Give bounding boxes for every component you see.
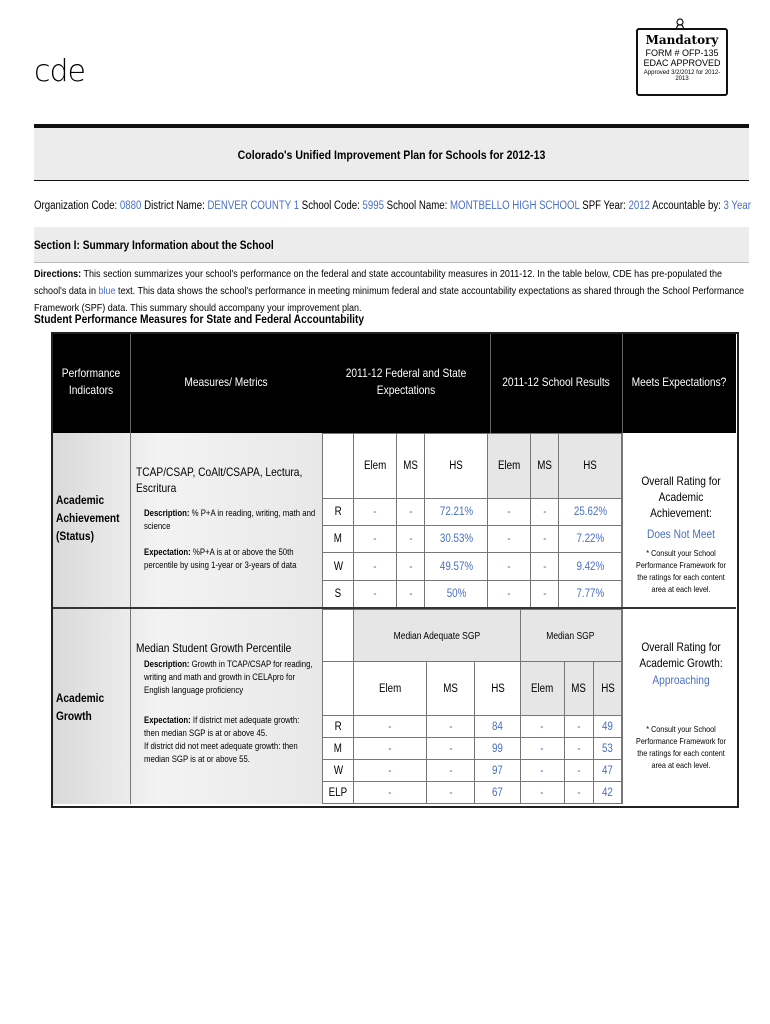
achievement-label: Academic Achievement (Status) (56, 493, 120, 543)
school-name-value: MONTBELLO HIGH SCHOOL (450, 200, 580, 212)
grid-cell: - (530, 553, 559, 580)
school-name-label: School Name: (386, 200, 448, 212)
header-expectations: 2011-12 Federal and State Expectations (345, 366, 467, 397)
grid-cell: - (520, 716, 564, 738)
grid-cell: - (354, 738, 427, 760)
achievement-desc-text: % P+A in reading, writing, math and science (144, 508, 316, 532)
grid-cell: W (323, 760, 354, 782)
growth-desc-text: Growth in TCAP/CSAP for reading, writing and math and growth in CELApro for English language proficiency (144, 659, 313, 696)
section-bar (34, 227, 749, 263)
achievement-rating: Does Not Meet (646, 527, 716, 541)
grid-cell: W (323, 553, 354, 580)
organization-info (34, 200, 751, 212)
level-header: HS (594, 662, 622, 716)
grid-cell: 49.57% (425, 553, 488, 580)
grid-cell: S (323, 580, 354, 607)
stamp-line-1: Mandatory (645, 33, 719, 47)
grid-cell: - (354, 782, 427, 804)
grid-cell: - (564, 782, 594, 804)
grid-cell: - (520, 782, 564, 804)
grid-cell: - (354, 760, 427, 782)
grid-cell: 47 (594, 760, 622, 782)
growth-exp-label: Expectation: (144, 715, 191, 726)
grid-cell: 84 (475, 716, 520, 738)
growth-metric-title: Median Student Growth Percentile (136, 641, 292, 655)
header-indicators: Performance Indicators (61, 366, 121, 397)
grid-cell: - (520, 760, 564, 782)
accountable-value: 3 Year (723, 200, 751, 212)
stamp-line-3: EDAC APPROVED (643, 58, 721, 68)
mandatory-stamp (632, 14, 728, 94)
grid-cell: 67 (475, 782, 520, 804)
level-header: Elem (354, 434, 397, 499)
level-header: HS (559, 434, 622, 499)
grid-cell: 97 (475, 760, 520, 782)
title-bar (34, 124, 749, 181)
org-code-value: 0880 (119, 200, 142, 212)
grid-cell: 72.21% (425, 498, 488, 525)
growth-rating: Approaching (652, 673, 710, 687)
grid-cell: - (396, 498, 425, 525)
cde-logo: cde (34, 54, 85, 89)
grid-cell: - (354, 526, 397, 553)
grid-cell: 53 (594, 738, 622, 760)
grid-cell: - (564, 760, 594, 782)
org-code-label: Organization Code: (34, 200, 118, 212)
growth-meets-title: Overall Rating for Academic Growth: (639, 640, 723, 670)
achievement-note: * Consult your School Performance Framework for the ratings for each content area at each level. (636, 548, 726, 594)
grid-cell: 49 (594, 716, 622, 738)
district-value: DENVER COUNTY 1 (207, 200, 300, 212)
table-title: Student Performance Measures for State and Federal Accountability (34, 312, 365, 326)
directions-text-1: This section summarizes your school's performance on the federal and state accountability measures in 2011-12. In the table below, CDE has pre-populated the school's data in (34, 268, 723, 297)
section-title: Section I: Summary Information about the School (34, 238, 274, 252)
grid-cell: - (354, 716, 427, 738)
level-header: MS (530, 434, 559, 499)
growth-note: * Consult your School Performance Framework for the ratings for each content area at each level. (636, 724, 726, 770)
spf-year-label: SPF Year: (582, 200, 626, 212)
spf-year-value: 2012 (628, 200, 650, 212)
grid-cell: 50% (425, 580, 488, 607)
header-measures: Measures/ Metrics (184, 375, 268, 389)
table-border (51, 332, 739, 808)
achievement-exp-text: %P+A is at or above the 50th percentile by using 1-year or 3-years of data (144, 547, 297, 571)
achievement-meets-title: Overall Rating for Academic Achievement: (641, 474, 721, 520)
level-header: MS (564, 662, 594, 716)
growth-label: Academic Growth (56, 691, 105, 723)
level-header: MS (396, 434, 425, 499)
growth-expectation-subheader: Median Adequate SGP (354, 610, 521, 662)
achievement-exp-label: Expectation: (144, 547, 191, 558)
achievement-desc-label: Description: (144, 508, 190, 519)
level-header: Elem (354, 662, 427, 716)
growth-exp-text-2: If district did not meet adequate growth: then median SGP is at or above 55. (144, 741, 298, 765)
grid-cell: - (487, 553, 530, 580)
grid-cell: - (564, 716, 594, 738)
grid-cell: - (530, 580, 559, 607)
grid-cell: - (426, 760, 475, 782)
grid-cell: - (530, 526, 559, 553)
grid-cell: 7.22% (559, 526, 622, 553)
stamp-line-4: Approved 3/2/2012 for 2012-2013 (643, 70, 721, 82)
school-code-label: School Code: (301, 200, 360, 212)
page-title: Colorado's Unified Improvement Plan for Schools for 2012-13 (237, 148, 546, 162)
level-header: Elem (487, 434, 530, 499)
grid-cell: - (520, 738, 564, 760)
grid-cell: - (487, 580, 530, 607)
accountable-label: Accountable by: (652, 200, 721, 212)
grid-cell: R (323, 498, 354, 525)
grid-cell: - (354, 580, 397, 607)
level-header: Elem (520, 662, 564, 716)
grid-cell: - (487, 526, 530, 553)
grid-cell: - (426, 738, 475, 760)
header-meets: Meets Expectations? (631, 375, 727, 389)
level-header: MS (426, 662, 475, 716)
grid-cell: 99 (475, 738, 520, 760)
grid-cell: - (530, 498, 559, 525)
district-label: District Name: (144, 200, 205, 212)
grid-cell: - (396, 526, 425, 553)
grid-cell: 9.42% (559, 553, 622, 580)
growth-exp-text-1: If district met adequate growth: then median SGP is at or above 45. (144, 715, 300, 739)
grid-cell: - (396, 580, 425, 607)
growth-desc-label: Description: (144, 659, 190, 670)
grid-cell: - (487, 498, 530, 525)
level-header: HS (475, 662, 520, 716)
directions-blue-word: blue (98, 285, 116, 297)
directions-label: Directions: (34, 268, 82, 280)
stamp-box (636, 28, 728, 96)
school-code-value: 5995 (362, 200, 384, 212)
grid-cell: - (564, 738, 594, 760)
grid-cell: 25.62% (559, 498, 622, 525)
grid-cell: 30.53% (425, 526, 488, 553)
level-header: HS (425, 434, 488, 499)
grid-cell: ELP (323, 782, 354, 804)
grid-cell: - (396, 553, 425, 580)
grid-cell: - (426, 716, 475, 738)
growth-result-subheader: Median SGP (520, 610, 621, 662)
achievement-metric-title: TCAP/CSAP, CoAlt/CSAPA, Lectura, Escritura (136, 465, 303, 495)
grid-cell: M (323, 738, 354, 760)
grid-cell: 7.77% (559, 580, 622, 607)
directions-paragraph (34, 266, 748, 317)
grid-cell: 42 (594, 782, 622, 804)
stamp-line-2: FORM # OFP-135 (645, 48, 719, 58)
grid-cell: - (426, 782, 475, 804)
header-results: 2011-12 School Results (502, 375, 610, 389)
directions-text-2: text. This data shows the school's performance in meeting minimum federal and state accountability expectations as shared through the School Performance Framework (SPF) data. This summary should accompany your improvement plan. (34, 285, 745, 314)
grid-cell: M (323, 526, 354, 553)
grid-cell: - (354, 553, 397, 580)
grid-cell: - (354, 498, 397, 525)
grid-cell: R (323, 716, 354, 738)
